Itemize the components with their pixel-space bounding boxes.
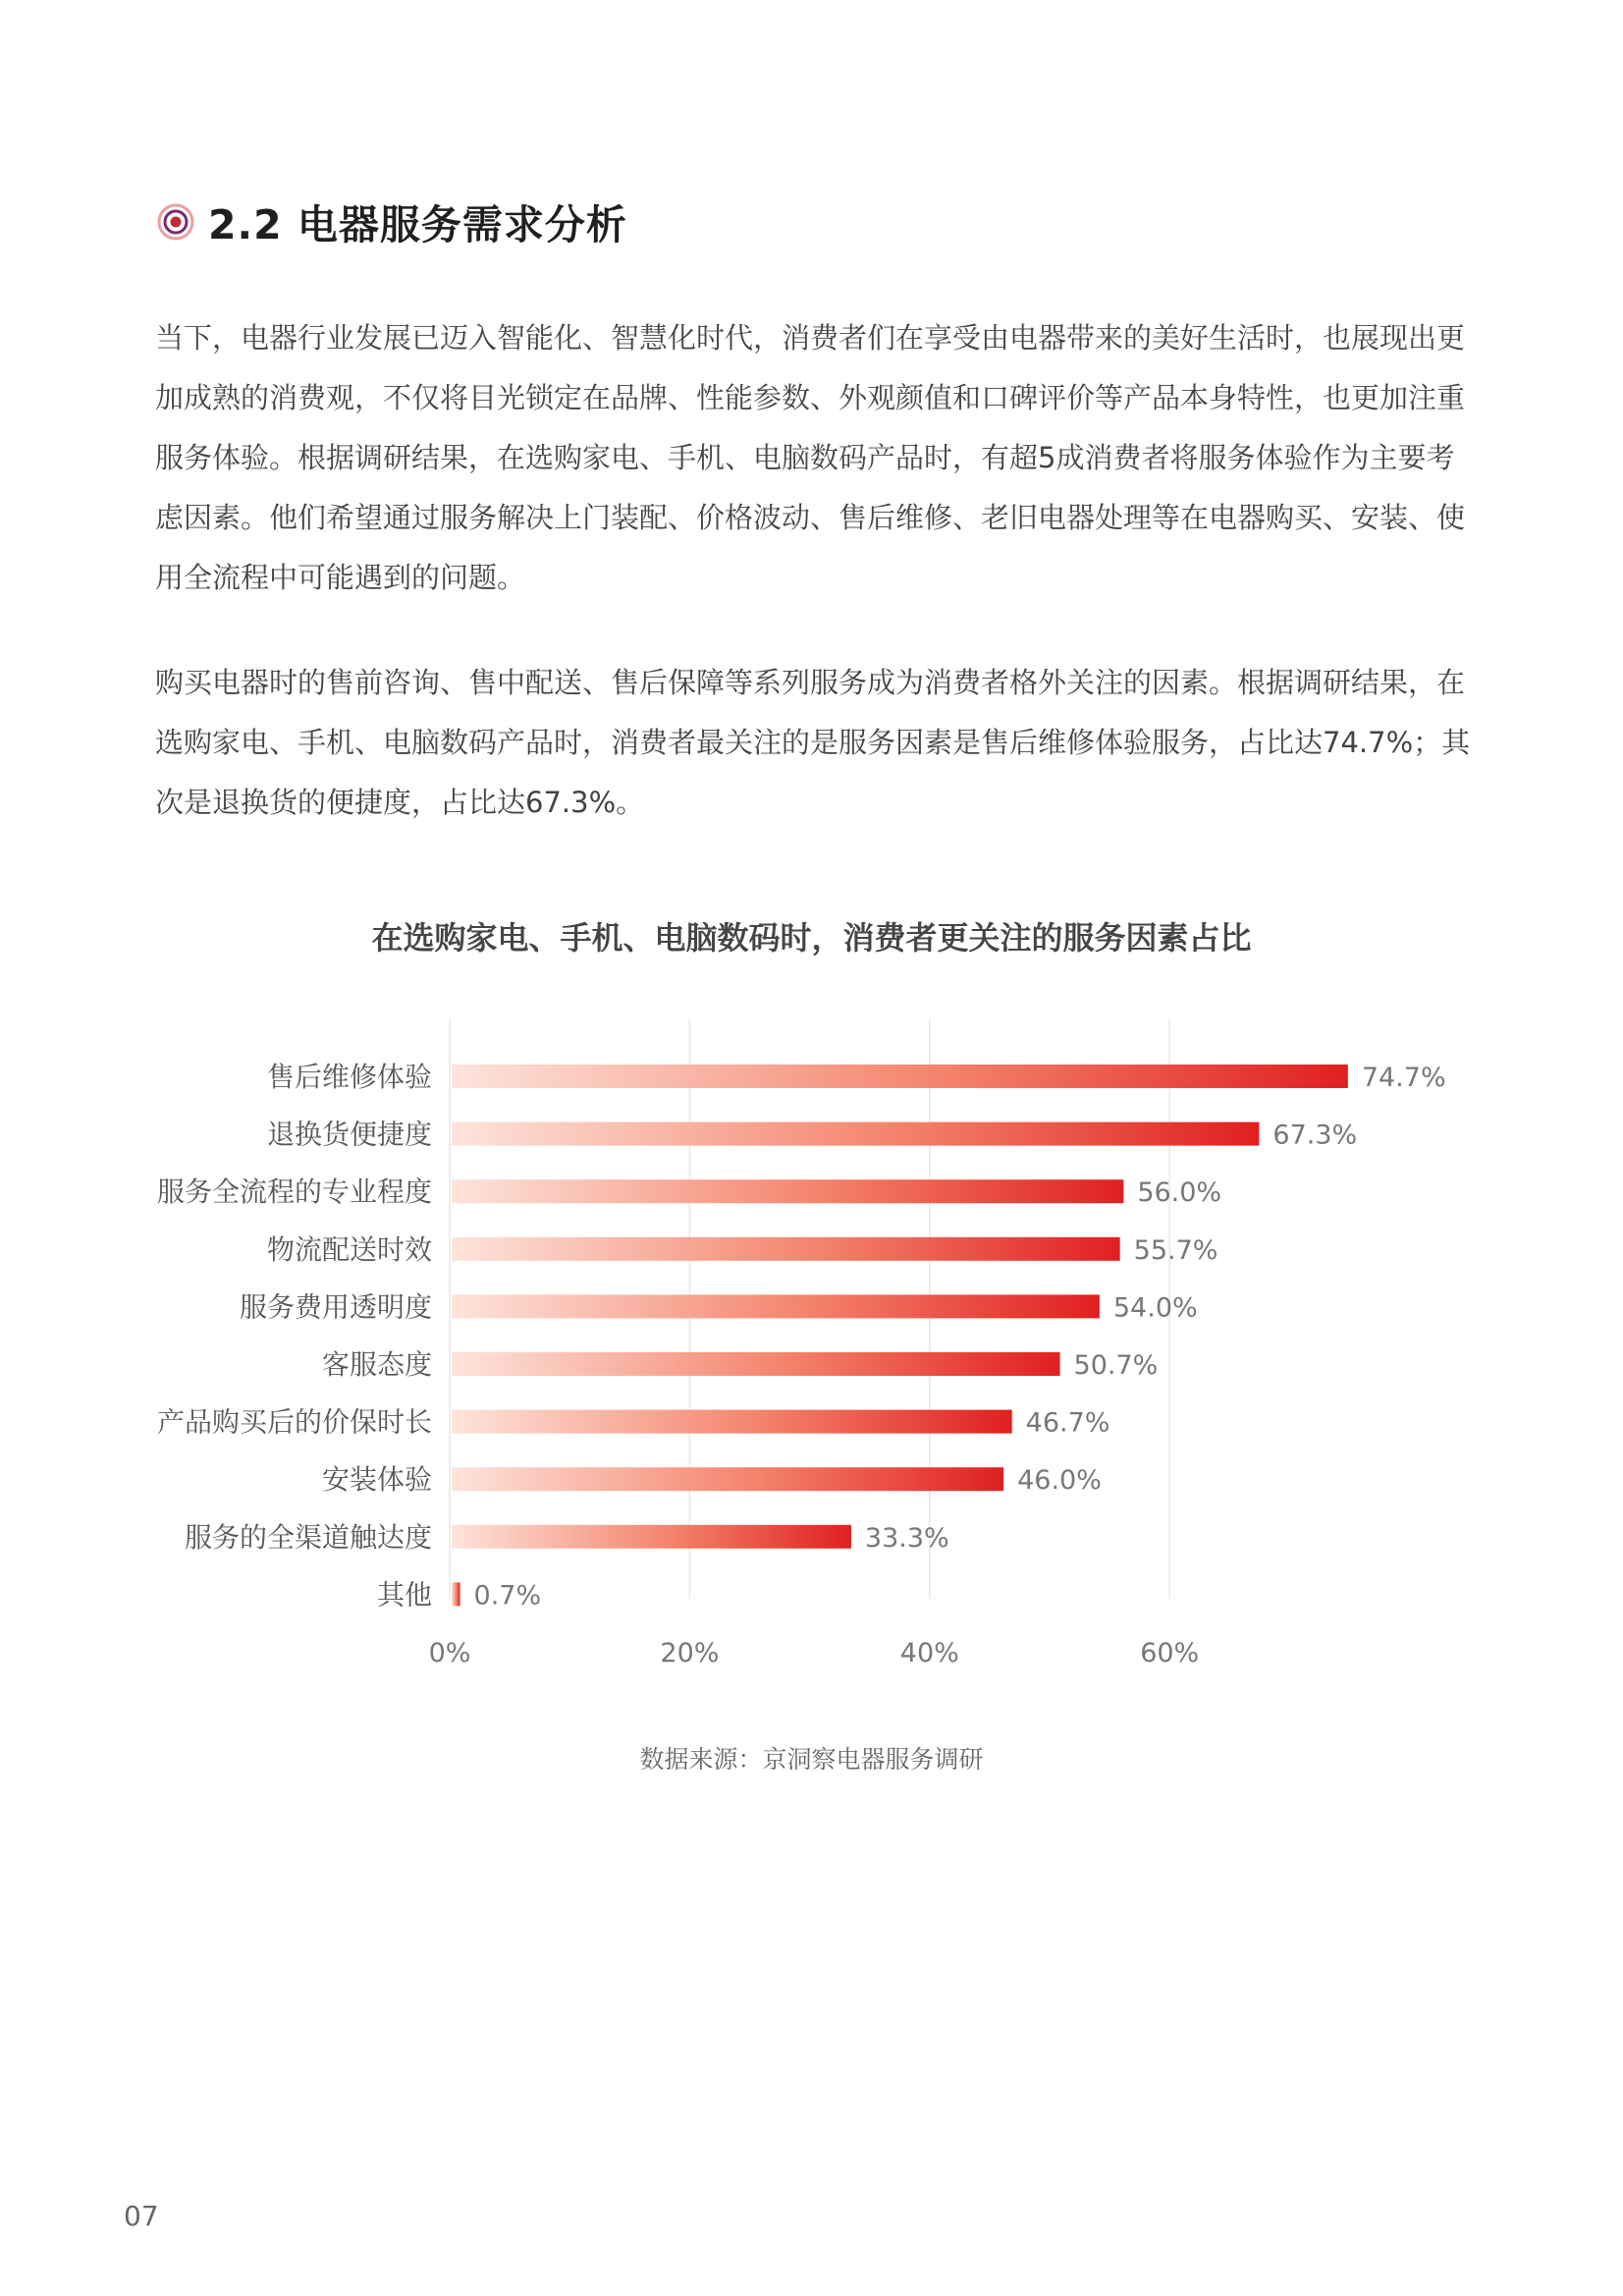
- value-label: 54.0%: [1112, 1292, 1198, 1324]
- category-label: 安装体验: [321, 1463, 432, 1497]
- category-label: 服务的全渠道触达度: [184, 1520, 432, 1554]
- concentric-target-icon: [155, 201, 196, 243]
- bar: [452, 1525, 851, 1549]
- category-label: 售后维修体验: [266, 1061, 432, 1093]
- section-heading: [155, 192, 627, 250]
- value-label: 50.7%: [1073, 1350, 1159, 1381]
- paragraph-intro: 当下，电器行业发展已迈入智能化、智慧化时代，消费者们在享受由电器带来的美好生活时，也展现出更加成熟的消费观，不仅将目光锁定在品牌、性能参数、外观颜值和口碑评价等产品本身特性，也更加注重服务体验。根据调研结果，在选购家电、手机、电脑数码产品时，有超5成消费者将服务体验作为主要考虑因素。他们希望通过服务解决上门装配、价格波动、售后维修、老旧电器处理等在电器购买、安装、使用全流程中可能遇到的问题。: [155, 321, 1466, 594]
- category-label: 退换货便捷度: [266, 1118, 432, 1151]
- bar-chart: [0, 982, 1623, 1719]
- category-label: 产品购买后的价保时长: [156, 1405, 432, 1439]
- x-tick-label: 0%: [428, 1638, 471, 1668]
- bar: [452, 1582, 460, 1606]
- chart-title: 在选购家电、手机、电脑数码时，消费者更关注的服务因素占比: [371, 919, 1252, 957]
- bar: [452, 1294, 1100, 1318]
- value-label: 56.0%: [1137, 1177, 1222, 1209]
- category-label: 其他: [376, 1578, 432, 1612]
- value-label: 55.7%: [1133, 1234, 1218, 1266]
- value-label: 33.3%: [864, 1522, 949, 1554]
- section-title: 2.2 电器服务需求分析: [208, 201, 627, 248]
- value-label: 74.7%: [1361, 1063, 1446, 1093]
- value-label: 46.0%: [1017, 1465, 1102, 1497]
- bar: [452, 1410, 1012, 1434]
- x-tick-label: 20%: [660, 1638, 720, 1668]
- paragraph-findings: 购买电器时的售前咨询、售中配送、售后保障等系列服务成为消费者格外关注的因素。根据调研结果，在选购家电、手机、电脑数码产品时，消费者最关注的是服务因素是售后维修体验服务，占比达74.7%；其次是退换货的便捷度，占比达67.3%。: [155, 666, 1471, 819]
- x-tick-label: 40%: [899, 1638, 959, 1668]
- bar: [452, 1467, 1003, 1491]
- category-label: 服务费用透明度: [239, 1290, 432, 1324]
- category-label: 物流配送时效: [266, 1232, 432, 1266]
- bar: [452, 1065, 1348, 1088]
- category-label: 客服态度: [321, 1348, 432, 1381]
- chart-source: 数据来源：京洞察电器服务调研: [639, 1745, 984, 1774]
- bar: [452, 1237, 1120, 1261]
- bar: [452, 1179, 1123, 1203]
- x-tick-label: 60%: [1140, 1638, 1200, 1668]
- page-number: 07: [124, 2200, 159, 2232]
- value-label: 0.7%: [473, 1580, 542, 1612]
- category-label: 服务全流程的专业程度: [156, 1175, 432, 1209]
- value-label: 46.7%: [1025, 1407, 1110, 1439]
- bar: [452, 1352, 1060, 1376]
- value-label: 67.3%: [1272, 1120, 1358, 1151]
- bar: [452, 1122, 1259, 1146]
